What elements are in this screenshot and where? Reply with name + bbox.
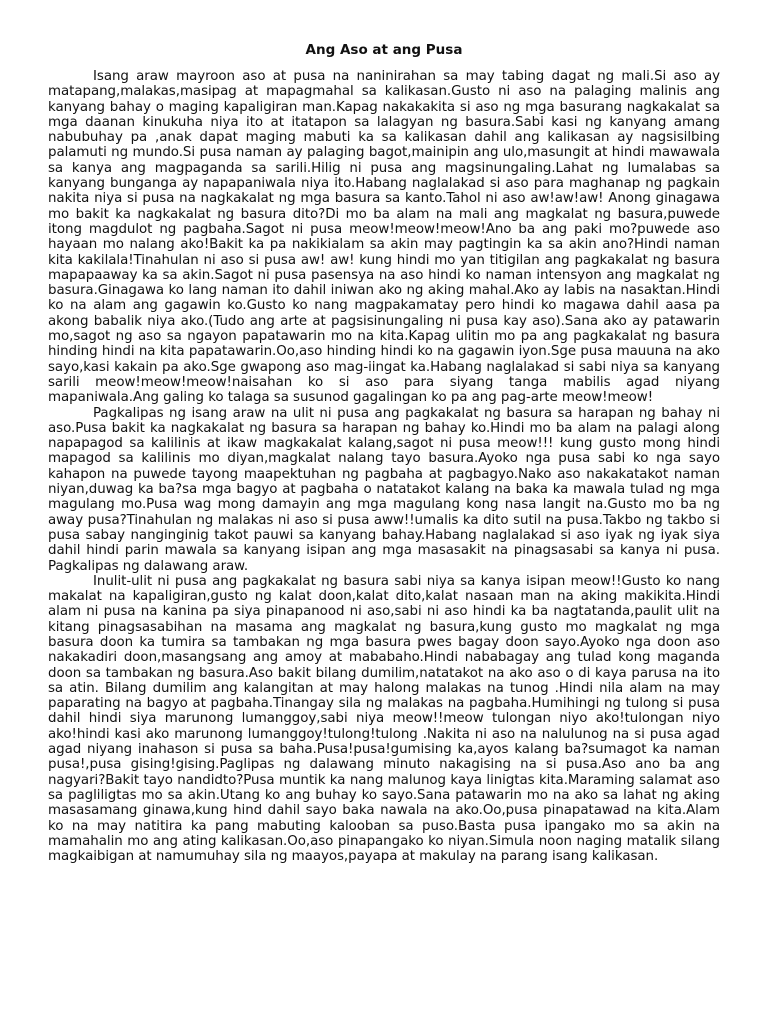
document-title: Ang Aso at ang Pusa <box>305 42 463 58</box>
paragraph-3: Inulit-ulit ni pusa ang pagkakalat ng basura sabi niya sa kanya isipan meow!!Gusto ko nang makalat na kapaligiran,gusto ng kalat doon,kalat dito,kalat nasaan man na aking makikita.Hindi alam ni pusa na kanina pa siya pinapanood ni aso,sabi ni aso hindi ka ba nagtatanda,paulit ulit na kitang pinagsasabihan na masama ang magkalat ng basura,kung gusto mo magkalat ng mga basura doon ka tumira sa tambakan ng mga basura pwes bagay doon sayo.Ayoko nga doon aso nakakadiri doon,masangsang ang amoy at mababaho.Hindi nababagay ang tulad kong maganda doon sa tambakan ng basura.Aso bakit bilang dumilim,natatakot na ako aso o di kaya parusa na ito sa atin. Bilang dumilim ang kalangitan at may halong malakas na tunog .Hindi nila alam na may paparating na bagyo at pagbaha.Tinangay sila ng malakas na pagbaha.Humihingi ng tulong si pusa dahil hindi siya marunong lumanggoy,sabi niya meow!!meow tulongan niyo ako!tulongan niyo ako!hindi kasi ako marunong lumanggoy!tulong!tulong .Nakita ni aso na nalulunog na si pusa agad agad niyang inahason si pusa sa baha.Pusa!pusa!gumising ka,ayos kalang ba?sumagot ka naman pusa!,pusa gising!gising.Paglipas ng dalawang minuto nakagising na si pusa.Aso ano ba ang nagyari?Bakit tayo nandidto?Pusa muntik ka nang malunog kaya linigtas kita.Maraming salamat aso sa pagliligtas mo sa akin.Utang ko ang buhay ko sayo.Sana patawarin mo na ako sa lahat ng aking masasamang ginawa,kung hind dahil sayo baka nawala na ako.Oo,pusa pinapatawad na kita.Alam ko na may natitira ka pang mabuting kalooban sa puso.Basta pusa ipangako mo sa akin na mamahalin mo ang ating kalikasan.Oo,aso pinapangako ko niyan.Simula noon naging matalik silang magkaibigan at namumuhay sila ng maayos,payapa at makulay na parang isang kalikasan. <box>48 573 720 865</box>
paragraph-1: Isang araw mayroon aso at pusa na naninirahan sa may tabing dagat ng mali.Si aso ay matapang,malakas,masipag at mapagmahal sa kalikasan.Gusto ni aso na palaging malinis ang kanyang bahay o maging kapaligiran man.Kapag nakakakita si aso ng mga basurang nagkakalat sa mga daanan kinukuha niya ito at itatapon sa lalagyan ng basura.Sabi kasi ng kanyang amang nabubuhay pa ,anak dapat maging mabuti ka sa kalikasan dahil ang kalikasan ay nagsisilbing palamuti ng mundo.Si pusa naman ay palaging bagot,mainipin ang ulo,masungit at hindi mawawala sa kanya ang magpaganda sa sarili.Hilig ni pusa ang magsinungaling.Lahat ng lumalabas sa kanyang bunganga ay napapaniwala niya ito.Habang naglalakad si aso para maghanap ng pagkain nakita niya si pusa na nagkakalat ng mga basura sa kanto.Tahol ni aso aw!aw!aw! Anong ginagawa mo bakit ka nagkakalat ng basura dito?Di mo ba alam na mali ang magkalat ng basura,puwede itong magdulot ng pagbaha.Sagot ni pusa meow!meow!meow!Ano ba ang paki mo?puwede aso hayaan mo nalang ako!Bakit ka pa nakikialam sa akin may pagtingin ka sa akin ano?Hindi naman kita kakilala!Tinahulan ni aso si pusa aw! aw! kung hindi mo yan titigilan ang pagkakalat ng basura mapapaaway ka sa akin.Sagot ni pusa pasensya na aso hindi ko naman intensyon ang magkalat ng basura.Ginagawa ko lang naman ito dahil iniwan ako ng aking mahal.Ako ay labis na nasaktan.Hindi ko na alam ang gagawin ko.Gusto ko nang magpakamatay pero hindi ko magawa dahil aasa pa akong babalik niya ako.(Tudo ang arte at pagsisinungaling ni pusa kay aso).Sana ako ay patawarin mo,sagot ng aso sa ngayon papatawarin mo na kita.Kapag ulitin mo pa ang pagkakalat ng basura hinding hindi na kita papatawarin.Oo,aso hinding hindi ko na gagawin iyon.Sge pusa mauuna na ako sayo,kasi kakain pa ako.Sge gwapong aso mag-iingat ka.Habang naglalakad si sabi niya sa kanyang sarili meow!meow!meow!naisahan ko si aso para siyang tanga mabilis agad niyang mapaniwala.Ang galing ko talaga sa susunod gagalingan ko pa ang pag-arte meow!meow! <box>48 69 720 406</box>
paragraph-2: Pagkalipas ng isang araw na ulit ni pusa ang pagkakalat ng basura sa harapan ng bahay ni aso.Pusa bakit ka nagkakalat ng basura sa harapan ng bahay ko.Hindi mo ba alam na palagi along napapagod sa kalilinis at ikaw magkakalat kalang,sagot ni pusa meow!!! kung gusto mong hindi mapagod sa kalilinis mo diyan,magkalat nalang tayo basura.Ayoko nga pusa sabi ko nga sayo kahapon na puwede tayong maapektuhan ng pagbaha at pagbagyo.Nako aso nakakatakot naman niyan,duwag ka ba?sa mga bagyo at pagbaha o natatakot kalang na baka ka mawala tulad ng mga magulang mo.Pusa wag mong damayin ang mga magulang kong nasa langit na.Gusto mo ba ng away pusa?Tinahulan ng malakas ni aso si pusa aww!!umalis ka dito sutil na pusa.Takbo ng takbo si pusa sabay nanginginig takot pauwi sa kanyang bahay.Habang naglalakad si aso iyak ng iyak siya dahil hindi parin mawala sa kanyang isipan ang mga masasakit na pinagsasabi sa kanya ni pusa. Pagkalipas ng dalawang araw. <box>48 405 720 574</box>
